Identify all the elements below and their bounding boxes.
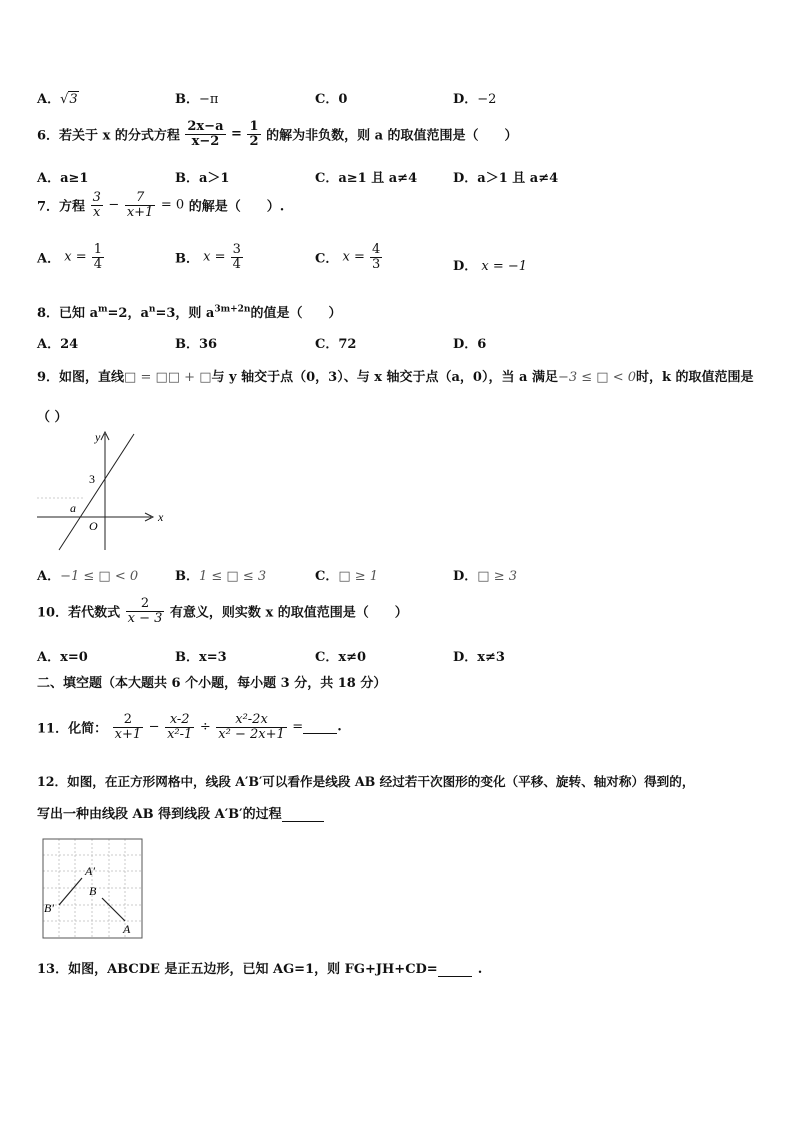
q7-frac1-den: x (93, 204, 101, 220)
q12-line1: 12．如图，在正方形网格中，线段 A′B′可以看作是线段 AB 经过若干次图形的变化（平移、旋转、轴对称）得到的， (37, 774, 695, 789)
q10-stem (37, 597, 408, 625)
q5-option-c (315, 88, 347, 107)
q7-b-label: B． (175, 251, 199, 267)
q9-d-label-opt: D． (453, 569, 478, 584)
q8-option-a: A．24 (37, 337, 79, 352)
q8-stem (37, 302, 342, 321)
q12-line2 (37, 803, 324, 822)
q7-prefix: 7．方程 (37, 199, 86, 215)
q9-b-label-opt: B． (175, 569, 199, 584)
q5-option-a (37, 88, 79, 107)
q9-c-label-opt: C． (315, 569, 339, 584)
q5-a-radicand: 3 (69, 92, 78, 107)
q9-x-label: x (158, 510, 164, 524)
q7-frac2 (125, 191, 156, 219)
q5-option-b (175, 88, 218, 107)
q5-c-label: C． (315, 92, 339, 107)
q12-segment-ab (102, 898, 125, 921)
q11-frac1 (113, 713, 144, 741)
q5-b-label: B． (175, 92, 199, 107)
q10-suffix: 有意义，则实数 x 的取值范围是（ ） (169, 605, 408, 621)
q6-frac2-den: 2 (249, 133, 259, 149)
q11-f1-num: 2 (113, 713, 144, 728)
q7-c-frac (370, 243, 382, 271)
q5-c-value: 0 (338, 92, 348, 107)
q5-option-d (453, 88, 496, 107)
q5-options (37, 88, 757, 108)
q7-a-label: A． (37, 251, 61, 267)
q10-prefix: 10．若代数式 (37, 605, 121, 621)
q6-frac2-num: 1 (249, 119, 259, 134)
section2-title: 二、填空题（本大题共 6 个小题，每小题 3 分，共 18 分） (37, 676, 387, 691)
q7-minus: − (108, 197, 120, 213)
q9-a-label: a (70, 501, 76, 515)
q6-eq: = (231, 126, 242, 142)
q11-f1-den: x+1 (114, 726, 142, 742)
q8-option-c: C．72 (315, 337, 357, 352)
q9-option-c (315, 565, 378, 584)
q8-text1: 8．已知 a (37, 306, 98, 321)
q7-a-frac (92, 243, 104, 271)
q10-option-d: D．x≠3 (453, 650, 505, 665)
q9-part1: 9．如图，直线 (37, 370, 125, 385)
q6-option-b: B．a＞1 (175, 171, 230, 186)
q10-frac-num: 2 (126, 597, 165, 612)
q10-option-a: A．x=0 (37, 650, 88, 665)
q6-frac1-num: 2x−a (187, 119, 224, 134)
q12-answer-blank[interactable] (282, 807, 324, 822)
q9-three-label: 3 (89, 472, 95, 486)
q6-option-d: D．a＞1 且 a≠4 (453, 171, 559, 186)
q11-end: . (337, 719, 342, 735)
q5-d-label: D． (453, 92, 478, 107)
q12-line2-text: 写出一种由线段 AB 得到线段 A′B′的过程 (37, 807, 282, 822)
q13-stem (37, 958, 482, 977)
q7-b-frac (231, 243, 243, 271)
q13-end: . (477, 962, 483, 977)
q11-div: ÷ (199, 719, 211, 735)
q7-a-num: 1 (93, 242, 103, 257)
q10-option-c: C．x≠0 (315, 650, 367, 665)
q10-frac-den: x − 3 (127, 610, 163, 626)
q6-prefix: 6．若关于 x 的分式方程 (37, 128, 180, 144)
q9-part3: 时，k 的取值范围是 (636, 370, 754, 385)
q8-text3: =3，则 a (155, 306, 215, 321)
q9-a-label-opt: A． (37, 569, 61, 584)
q9-a-val: −1 ≤ □ < 0 (60, 569, 139, 584)
q9-o-label: O (89, 519, 98, 533)
q7-d-label: D． (453, 259, 478, 274)
q7-frac1-num: 3 (92, 190, 101, 205)
q8-option-d: D．6 (453, 337, 487, 352)
q8-text2: =2，a (107, 306, 149, 321)
q7-frac2-den: x+1 (126, 204, 154, 220)
q11-f3-num: x²-2x (216, 713, 286, 728)
q11-f2-den: x²-1 (167, 726, 193, 742)
q7-option-c (315, 243, 383, 271)
q6-frac1 (185, 120, 225, 148)
q7-option-a (37, 243, 105, 271)
q9-c-val: □ ≥ 1 (338, 569, 379, 584)
q6-suffix: 的解为非负数，则 a 的取值范围是（ ） (266, 128, 518, 144)
q12-label-b: B (89, 884, 97, 898)
q12-label-a-prime: A′ (85, 864, 95, 878)
q7-frac1 (91, 191, 103, 219)
q11-frac2 (165, 713, 194, 741)
q12-grid (42, 838, 144, 940)
q7-c-num: 4 (372, 242, 381, 257)
q11-stem (37, 713, 342, 741)
q7-b-num: 3 (232, 242, 241, 257)
q9-y-label: y (95, 430, 101, 444)
q11-minus: − (148, 719, 160, 735)
q13-text: 13．如图，ABCDE 是正五边形，已知 AG=1，则 FG+JH+CD= (37, 962, 438, 977)
q12-label-a: A (123, 922, 131, 936)
q7-a-den: 4 (93, 256, 103, 272)
q11-f3-den: x² − 2x+1 (218, 726, 285, 742)
q11-frac3 (216, 713, 286, 741)
q9-d-val: □ ≥ 3 (477, 569, 517, 584)
q9-option-d (453, 565, 517, 584)
q5-d-value: −2 (477, 92, 497, 107)
q7-d-val: x = −1 (481, 259, 528, 274)
q10-option-b: B．x=3 (175, 650, 227, 665)
q9-b-val: 1 ≤ □ ≤ 3 (199, 569, 267, 584)
q12-segment-a-prime-b-prime (59, 878, 82, 905)
q7-c-label: C． (315, 251, 339, 267)
q8-option-b: B．36 (175, 337, 218, 352)
q13-answer-blank[interactable] (438, 962, 472, 977)
q7-option-d (453, 255, 527, 274)
q12-label-b-prime: B′ (44, 901, 54, 915)
q8-sup3: 3m+2n (214, 304, 251, 315)
q7-c-den: 3 (372, 256, 381, 272)
q7-b-den: 4 (232, 256, 241, 272)
q7-c-lhs: x = (342, 249, 365, 265)
q6-option-a: A．a≥1 (37, 171, 89, 186)
sqrt-sign-icon: √ (60, 92, 69, 107)
q6-frac1-den: x−2 (191, 133, 220, 149)
q6-option-c: C．a≥1 且 a≠4 (315, 171, 418, 186)
q8-sup1: m (98, 304, 108, 315)
q11-answer-blank[interactable] (303, 721, 337, 734)
q7-suffix: 的解是（ ）. (188, 199, 285, 215)
q7-eq0: = 0 (160, 197, 185, 213)
q9-part2: 与 y 轴交于点（0，3）、与 x 轴交于点（a，0），当 a 满足 (211, 370, 558, 385)
q9-cond: −3 ≤ □ < 0 (557, 370, 636, 385)
q11-f2-num: x-2 (165, 713, 194, 728)
q7-stem (37, 191, 284, 219)
q5-a-label: A． (37, 92, 61, 107)
q7-option-b (175, 243, 244, 271)
q9-paren: （ ） (37, 410, 68, 425)
q11-suffix: = (292, 719, 304, 735)
q7-a-lhs: x = (64, 249, 87, 265)
q6-stem (37, 120, 518, 148)
q5-b-value: −π (199, 92, 219, 107)
q8-sup2: n (148, 304, 156, 315)
q7-frac2-num: 7 (125, 191, 156, 206)
q9-graph (33, 428, 173, 556)
q10-frac (126, 597, 165, 625)
q9-option-b (175, 565, 266, 584)
q8-text4: 的值是（ ） (250, 306, 342, 321)
q11-prefix: 11．化简： (37, 721, 108, 737)
q6-frac2 (247, 120, 260, 148)
q9-option-a (37, 565, 138, 584)
q9-line-eq: □ = □□ + □ (124, 370, 212, 385)
q9-stem (37, 366, 754, 385)
q7-b-lhs: x = (203, 249, 226, 265)
